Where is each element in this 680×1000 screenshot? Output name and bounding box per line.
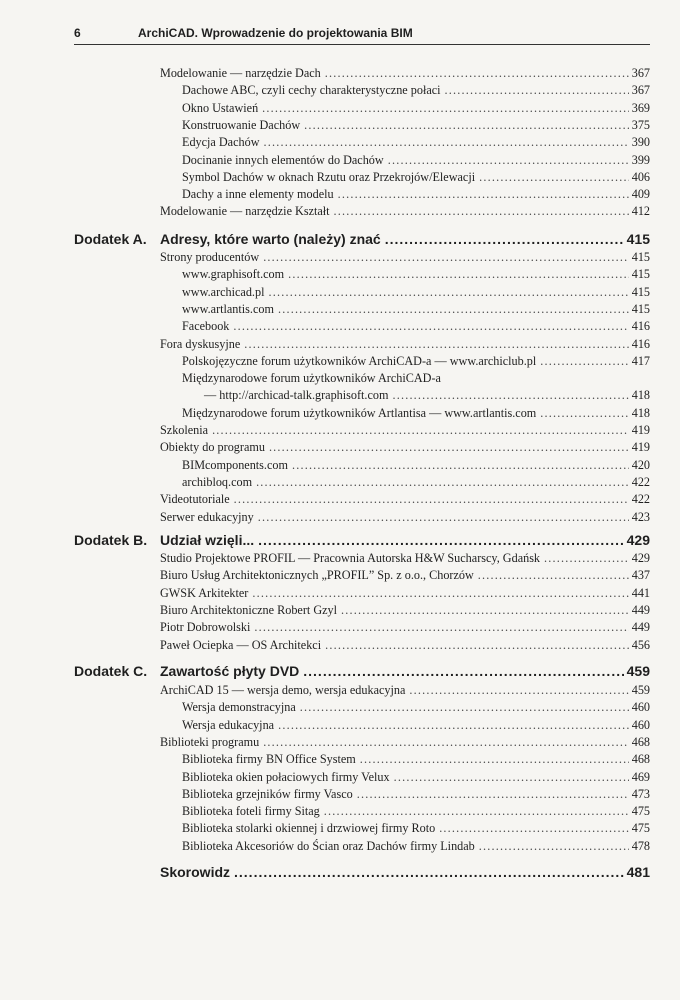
toc-entry-label: Biblioteka Akcesoriów do Ścian oraz Dachów firmy Lindab — [182, 838, 475, 853]
toc-entry[interactable] — [182, 770, 650, 785]
toc-entry-page: 418 — [631, 405, 650, 420]
toc-entry[interactable] — [182, 354, 650, 369]
toc-entry[interactable] — [182, 700, 650, 715]
appendix-id: Dodatek C. — [74, 663, 148, 679]
toc-entry[interactable] — [160, 492, 650, 507]
toc-entry-label: — http://archicad-talk.graphisoft.com — [204, 388, 389, 403]
toc-entry-label: Biblioteka grzejników firmy Vasco — [182, 786, 353, 801]
toc-entry[interactable] — [182, 302, 650, 317]
appendix-page: 415 — [626, 231, 650, 247]
toc-entry[interactable] — [160, 337, 650, 352]
toc-entry-label: Wersja demonstracyjna — [182, 700, 296, 715]
toc-entry-page: 419 — [631, 423, 650, 437]
toc-entry-label: BIMcomponents.com — [182, 457, 288, 472]
dot-leader — [262, 101, 629, 116]
appendix-page: 481 — [626, 864, 650, 880]
toc-entry-label: www.graphisoft.com — [182, 267, 285, 282]
dot-leader — [256, 475, 629, 490]
toc-entry-label: Biuro Architektoniczne Robert Gzyl — [160, 602, 338, 617]
toc-entry[interactable] — [182, 170, 650, 185]
toc-entry-label: Piotr Dobrowolski — [160, 620, 251, 635]
toc-entry-page: 390 — [631, 135, 650, 150]
toc-entry-page: 469 — [631, 769, 650, 784]
dot-leader — [544, 551, 629, 566]
toc-entry-page: 460 — [631, 700, 650, 715]
toc-entry-label: www.archicad.pl — [182, 284, 265, 299]
toc-entry-label: Fora dyskusyjne — [160, 336, 241, 351]
appendix-heading[interactable] — [74, 662, 650, 680]
toc-entry-page: 415 — [631, 267, 650, 282]
dot-leader — [304, 118, 629, 133]
dot-leader — [392, 388, 628, 403]
toc-entry-page: 449 — [631, 602, 650, 617]
toc-entry[interactable] — [160, 204, 650, 219]
toc-entry-label: Biuro Usług Architektonicznych „PROFIL” Sp. z o.o., Chorzów — [160, 568, 474, 583]
toc-entry-page: 475 — [631, 821, 650, 836]
toc-entry[interactable] — [182, 135, 650, 150]
toc-entry-label: Obiekty do programu — [160, 440, 265, 455]
toc-entry[interactable] — [182, 118, 650, 133]
toc-entry-label: Wersja edukacyjna — [182, 717, 275, 732]
toc-entry-label: GWSK Arkitekter — [160, 585, 249, 600]
toc-entry-label: archibloq.com — [182, 474, 253, 489]
toc-entry[interactable] — [182, 285, 650, 300]
dot-leader — [234, 863, 624, 881]
toc-entry[interactable] — [204, 388, 650, 403]
toc-entry-page: 409 — [631, 187, 650, 202]
dot-leader — [268, 285, 628, 300]
toc-entry-page: 473 — [631, 786, 650, 801]
toc-entry-label: Modelowanie — narzędzie Kształt — [160, 204, 330, 219]
toc-entry-label: Docinanie innych elementów do Dachów — [182, 152, 384, 167]
toc-entry-page: 422 — [631, 492, 650, 507]
dot-leader — [479, 839, 629, 854]
dot-leader — [254, 620, 628, 635]
toc-entry-label: Studio Projektowe PROFIL — Pracownia Autorska H&W Sucharscy, Gdańsk — [160, 551, 541, 565]
dot-leader — [234, 492, 629, 507]
toc-entry[interactable] — [160, 603, 650, 618]
toc-entry-page: 441 — [631, 585, 650, 600]
toc-entry[interactable] — [182, 718, 650, 733]
toc-entry[interactable] — [182, 821, 650, 836]
toc-entry-page: 420 — [631, 457, 650, 472]
toc-entry-page: 412 — [631, 204, 650, 219]
dot-leader — [325, 66, 629, 81]
dot-leader — [388, 153, 629, 168]
toc-entry[interactable] — [182, 458, 650, 473]
toc-entry-label: Konstruowanie Dachów — [182, 117, 301, 132]
toc-entry[interactable] — [182, 187, 650, 202]
toc-entry-page: 417 — [631, 353, 650, 368]
page-number: 6 — [74, 26, 81, 40]
toc-entry-page: 475 — [631, 804, 650, 819]
toc-entry-page: 416 — [631, 319, 650, 334]
dot-leader — [263, 250, 629, 265]
dot-leader — [244, 337, 628, 352]
toc-entry-label: Polskojęzyczne forum użytkowników ArchiCAD-a — www.archiclub.pl — [182, 353, 537, 368]
toc-entry[interactable] — [182, 787, 650, 802]
toc-entry-label: Międzynarodowe forum użytkowników ArchiCAD-a — [182, 371, 441, 386]
toc-entry-page: 406 — [631, 169, 650, 184]
dot-leader — [325, 638, 629, 653]
toc-entry[interactable] — [182, 153, 650, 168]
toc-entry[interactable] — [160, 620, 650, 635]
dot-leader — [264, 135, 629, 150]
dot-leader — [269, 440, 629, 455]
dot-leader — [479, 170, 629, 185]
toc-entry-page: 375 — [631, 117, 650, 132]
appendix-title: Adresy, które warto (należy) znać — [160, 231, 381, 247]
appendix-page: 429 — [626, 532, 650, 548]
dot-leader — [409, 683, 628, 698]
toc-entry-label: ArchiCAD 15 — wersja demo, wersja edukacyjna — [160, 683, 406, 697]
dot-leader — [357, 787, 629, 802]
dot-leader — [341, 603, 629, 618]
toc-entry[interactable] — [182, 752, 650, 767]
dot-leader — [334, 204, 629, 219]
toc-entry-page: 369 — [631, 100, 650, 115]
toc-entry-page: 416 — [631, 336, 650, 351]
dot-leader — [292, 458, 629, 473]
dot-leader — [478, 568, 629, 583]
toc-entry[interactable] — [182, 475, 650, 490]
toc-entry[interactable] — [182, 83, 650, 98]
toc-entry-label: Biblioteki programu — [160, 734, 260, 749]
appendix-heading[interactable] — [74, 863, 650, 881]
toc-entry[interactable] — [160, 423, 650, 438]
dot-leader — [278, 302, 629, 317]
toc-entry[interactable] — [182, 101, 650, 116]
dot-leader — [212, 423, 629, 438]
toc-entry[interactable] — [182, 406, 650, 421]
dot-leader — [324, 804, 629, 819]
toc-entry-label: www.artlantis.com — [182, 301, 274, 316]
toc-entry[interactable] — [182, 319, 650, 334]
dot-leader — [385, 230, 624, 248]
toc-entry-page: 478 — [631, 838, 650, 853]
toc-entry-page: 459 — [631, 683, 650, 697]
dot-leader — [233, 319, 628, 334]
toc-entry-page: 468 — [631, 734, 650, 749]
toc-entry-page: 422 — [631, 474, 650, 489]
toc-entry-label: Dachowe ABC, czyli cechy charakterystyczne połaci — [182, 83, 441, 98]
toc-entry-page: 423 — [631, 509, 650, 524]
toc-entry[interactable] — [160, 440, 650, 455]
toc-entry[interactable] — [182, 804, 650, 819]
toc-entry-page: 449 — [631, 620, 650, 635]
toc-entry-page: 367 — [631, 83, 650, 98]
book-title: ArchiCAD. Wprowadzenie do projektowania BIM — [138, 26, 413, 40]
appendix-id: Dodatek A. — [74, 231, 147, 247]
toc-entry-label: Symbol Dachów w oknach Rzutu oraz Przekrojów/Elewacji — [182, 169, 476, 184]
toc-entry[interactable] — [160, 551, 650, 566]
dot-leader — [445, 83, 629, 98]
toc-entry-page: 399 — [631, 152, 650, 167]
dot-leader — [360, 752, 629, 767]
appendix-title: Skorowidz — [160, 864, 231, 880]
dot-leader — [540, 354, 628, 369]
dot-leader — [252, 586, 628, 601]
toc-entry-page: 429 — [631, 551, 650, 565]
toc-entry-label: Okno Ustawień — [182, 100, 259, 115]
appendix-id: Dodatek B. — [74, 532, 148, 548]
toc-entry-label: Międzynarodowe forum użytkowników Artlantisa — www.artlantis.com — [182, 405, 537, 420]
toc-entry[interactable] — [160, 683, 650, 698]
toc-entry-page: 460 — [631, 717, 650, 732]
toc-entry-label: Biblioteka stolarki okiennej i drzwiowej firmy Roto — [182, 821, 436, 836]
toc-entry-label: Biblioteka foteli firmy Sitag — [182, 804, 320, 819]
appendix-title: Udział wzięli... — [160, 532, 255, 548]
toc-entry[interactable] — [160, 250, 650, 265]
toc-entry[interactable] — [160, 735, 650, 750]
toc-entry[interactable] — [160, 568, 650, 583]
dot-leader — [278, 718, 629, 733]
dot-leader — [303, 662, 623, 680]
toc-entry-label: Facebook — [182, 319, 230, 334]
toc-entry-label: Szkolenia — [160, 423, 209, 437]
toc-entry[interactable] — [160, 66, 650, 81]
dot-leader — [288, 267, 629, 282]
running-header — [74, 22, 650, 45]
toc-entry-label: Strony producentów — [160, 250, 260, 264]
toc-entry-page: 418 — [631, 388, 650, 403]
toc-entry[interactable] — [160, 510, 650, 525]
toc-entry-page: 415 — [631, 284, 650, 299]
toc-entry-label: Dachy a inne elementy modelu — [182, 187, 334, 202]
toc-entry-label: Serwer edukacyjny — [160, 509, 254, 524]
toc-entry-page: 415 — [631, 301, 650, 316]
toc-entry-page: 367 — [631, 66, 650, 80]
dot-leader — [258, 510, 629, 525]
dot-leader — [439, 821, 629, 836]
dot-leader — [540, 406, 628, 421]
toc-entry[interactable] — [182, 839, 650, 854]
toc-entry-page: 468 — [631, 752, 650, 767]
toc-entry-label: Videotutoriale — [160, 492, 230, 507]
dot-leader — [338, 187, 629, 202]
dot-leader — [258, 531, 624, 549]
toc-entry-page: 419 — [631, 440, 650, 455]
appendix-title: Zawartość płyty DVD — [160, 663, 300, 679]
toc-entry-page: 437 — [631, 568, 650, 583]
toc-entry[interactable] — [160, 638, 650, 653]
dot-leader — [263, 735, 629, 750]
toc-entry[interactable] — [182, 267, 650, 282]
toc-entry-label: Biblioteka okien połaciowych firmy Velux — [182, 769, 390, 784]
toc-entry-page: 415 — [631, 250, 650, 264]
toc-entry-label: Paweł Ociepka — OS Architekci — [160, 637, 322, 652]
appendix-heading[interactable] — [74, 230, 650, 248]
toc-entry-label: Edycja Dachów — [182, 135, 260, 150]
dot-leader — [394, 770, 629, 785]
toc-entry[interactable] — [160, 586, 650, 601]
toc-entry-page: 456 — [631, 637, 650, 652]
toc-entry-label: Biblioteka firmy BN Office System — [182, 752, 356, 767]
appendix-page: 459 — [626, 663, 650, 679]
appendix-heading[interactable] — [74, 531, 650, 549]
dot-leader — [300, 700, 629, 715]
toc-entry-label: Modelowanie — narzędzie Dach — [160, 66, 321, 80]
